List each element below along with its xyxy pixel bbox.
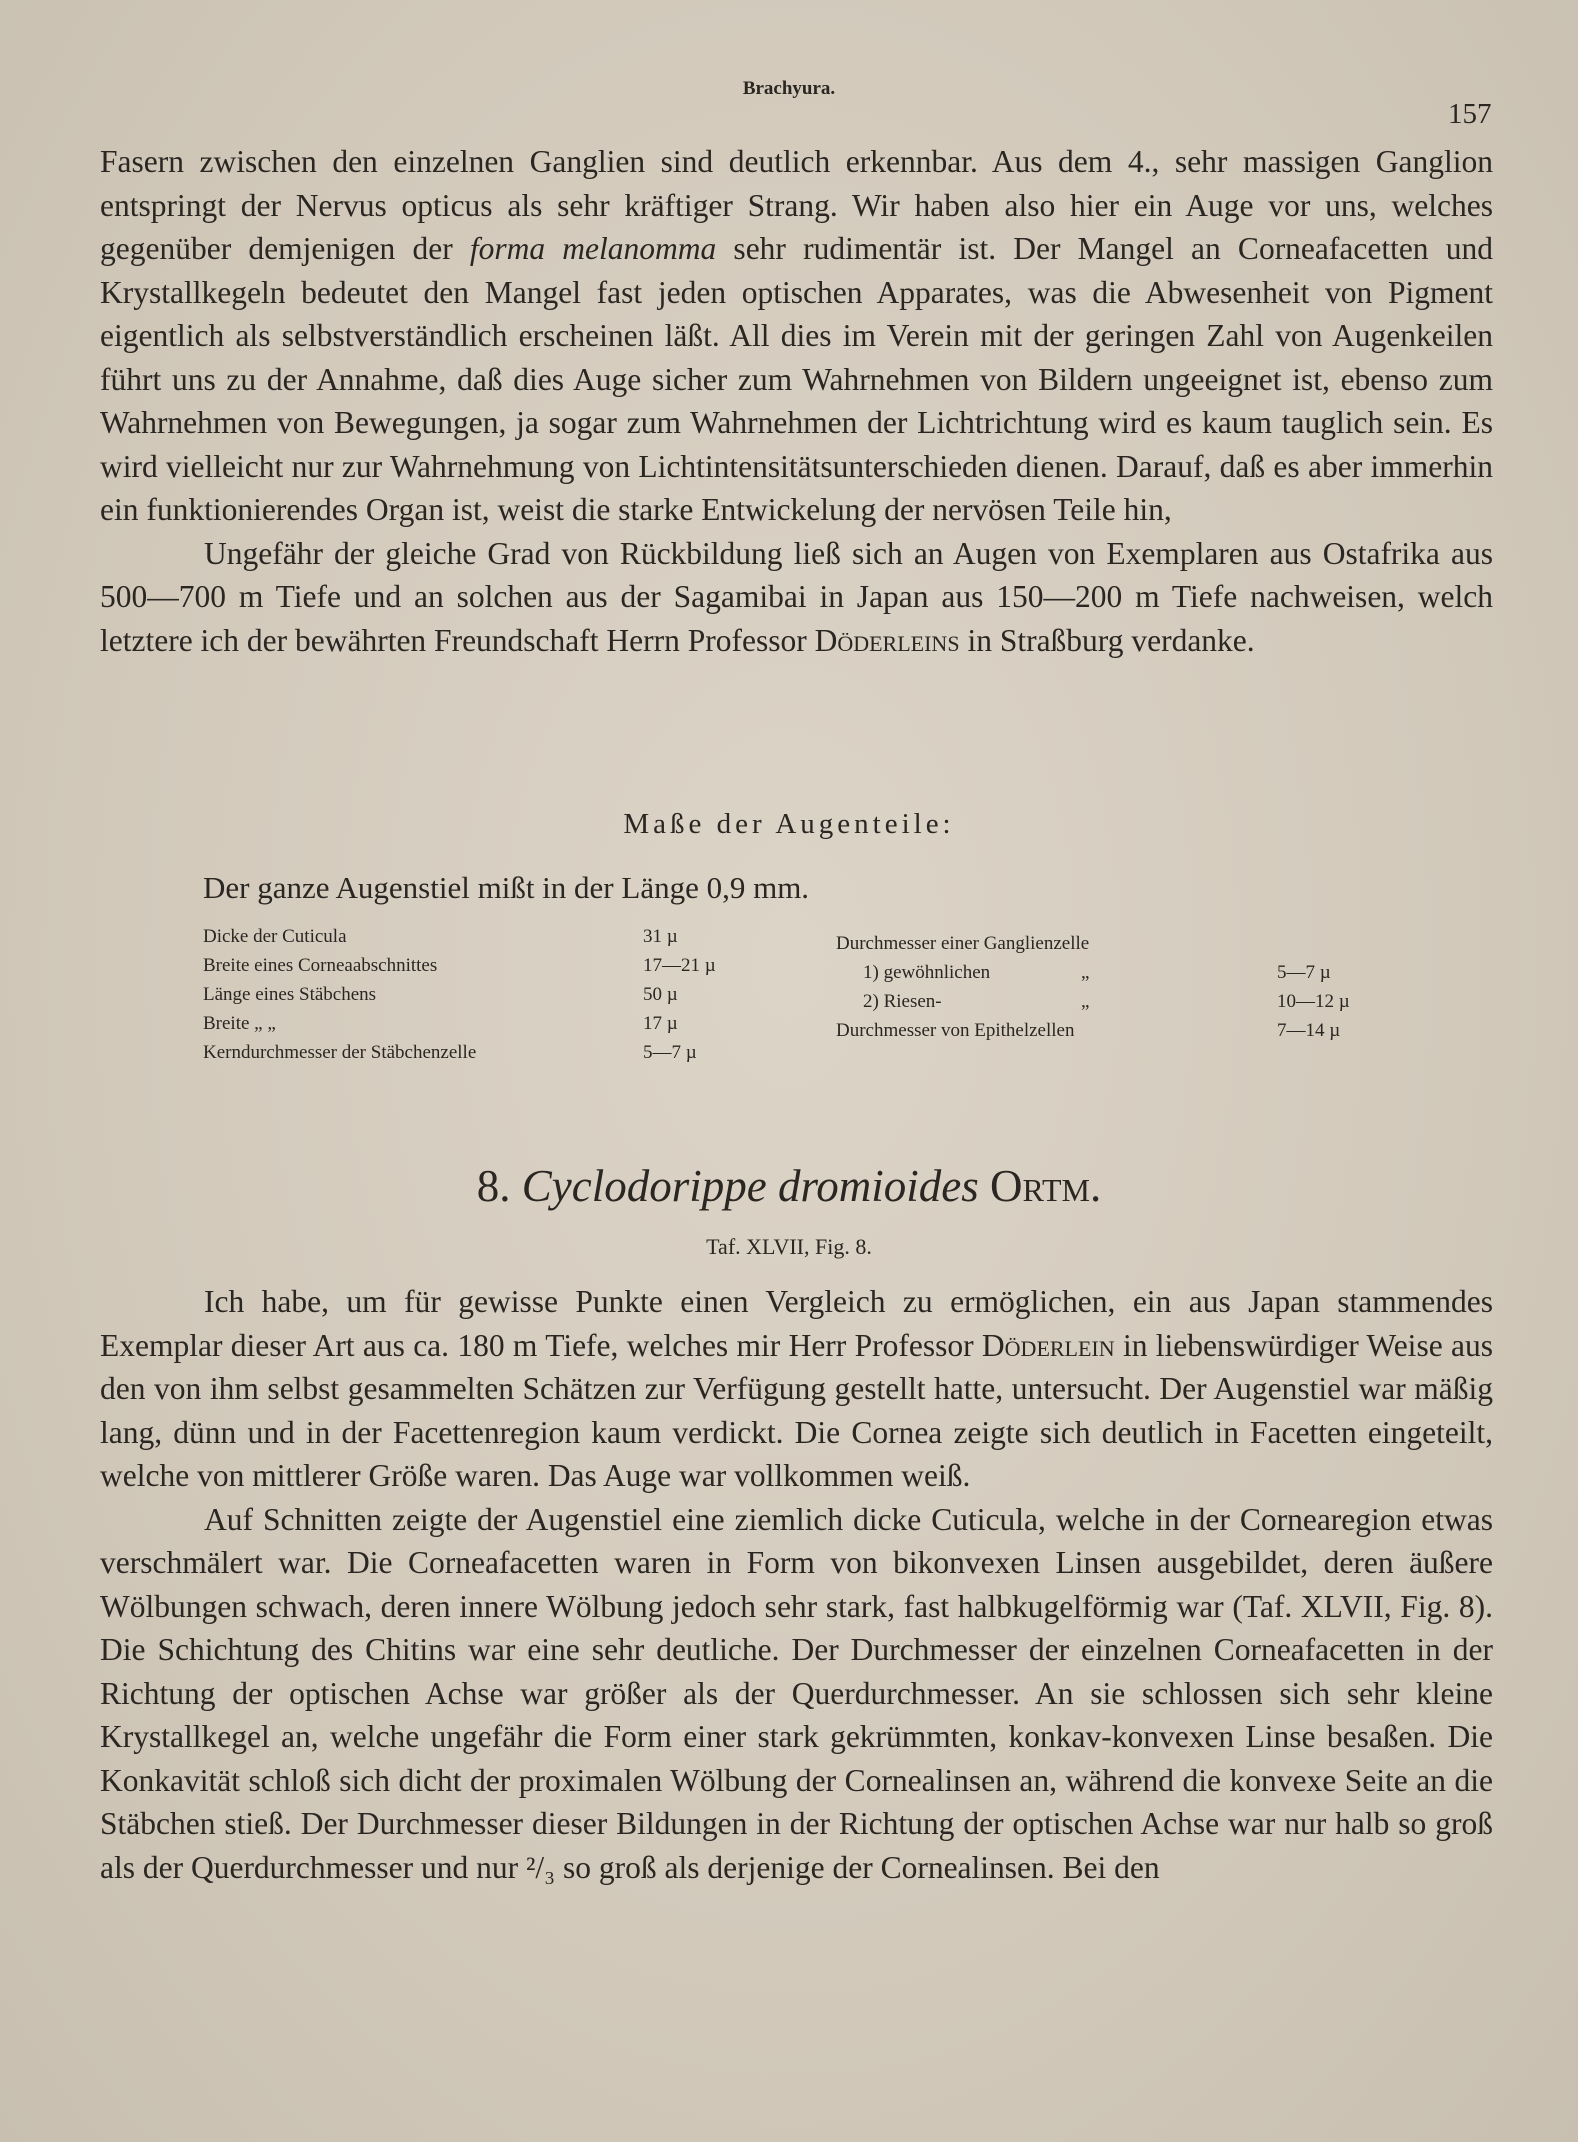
- paragraph: Fasern zwischen den einzelnen Ganglien sind deutlich erkennbar. Aus dem 4., sehr massigen Ganglion entspringt der Nervus opticus als sehr kräftiger Strang. Wir haben also hier ein Auge vor uns, welches gegenüber demjenigen der forma melanomma sehr rudimentär ist. Der Mangel an Corneafacetten und Krystallkegeln bedeutet den Mangel fast jeden optischen Apparates, was die Abwesenheit von Pigment eigentlich als selbstverständlich erscheinen läßt. All dies im Verein mit der geringen Zahl von Augenkeilen führt uns zu der Annahme, daß dies Auge sicher zum Wahrnehmen von Bildern ungeeignet ist, ebenso zum Wahrnehmen von Bewegungen, ja sogar zum Wahrnehmen der Lichtrichtung wird es kaum tauglich sein. Es wird vielleicht nur zur Wahrnehmung von Lichtintensitätsunterschieden dienen. Darauf, daß es aber immerhin ein funktionierendes Organ ist, weist die starke Entwickelung der nervösen Teile hin,: [100, 144, 1493, 527]
- table-row: Breite „ „ 17 µ: [203, 1013, 678, 1034]
- section-number: 8.: [476, 1161, 511, 1211]
- plate-reference: Taf. XLVII, Fig. 8.: [706, 1234, 872, 1259]
- measurements-table-right: [836, 929, 1396, 1045]
- paragraph: Ich habe, um für gewisse Punkte einen Vergleich zu ermöglichen, ein aus Japan stammendes Exemplar dieser Art aus ca. 180 m Tiefe, welches mir Herr Professor Döderlein in liebenswürdiger Weise aus den von ihm selbst gesammelten Schätzen zur Verfügung gestellt hatte, untersucht. Der Augenstiel war mäßig lang, dünn und in der Facettenregion kaum verdickt. Die Cornea zeigte sich deutlich in Facetten eingeteilt, welche von mittlerer Größe waren. Das Auge war vollkommen weiß.: [100, 1284, 1493, 1493]
- text-block-eye-description: [100, 140, 1493, 662]
- table-row: Durchmesser von Epithelzellen 7—14 µ: [836, 1020, 1341, 1041]
- species-author: Ortm.: [990, 1161, 1102, 1211]
- running-head: Brachyura.: [742, 78, 836, 99]
- paragraph: Auf Schnitten zeigte der Augenstiel eine ziemlich dicke Cuticula, welche in der Cornearegion etwas verschmälert war. Die Corneafacetten waren in Form von bikonvexen Linsen ausgebildet, deren äußere Wölbungen schwach, deren innere Wölbung jedoch sehr stark, fast halbkugelförmig war (Taf. XLVII, Fig. 8). Die Schichtung des Chitins war eine sehr deutliche. Der Durchmesser der einzelnen Corneafacetten in der Richtung der optischen Achse war größer als der Querdurchmesser. An sie schlossen sich sehr kleine Krystallkegel an, welche ungefähr die Form einer stark gekrümmten, konkav-konvexen Linse besaßen. Die Konkavität schloß sich dicht der proximalen Wölbung der Cornealinsen an, während die konvexe Seite an die Stäbchen stieß. Der Durchmesser dieser Bildungen in der Richtung der optischen Achse war nur halb so groß als der Querdurchmesser und nur ²/₃ so groß als derjenige der Cornealinsen. Bei den: [100, 1501, 1493, 1885]
- table-row: Breite eines Corneaabschnittes 17—21 µ: [203, 955, 716, 976]
- measurements-table-left: [203, 922, 783, 1067]
- paragraph: Ungefähr der gleiche Grad von Rückbildung ließ sich an Augen von Exemplaren aus Ostafrika aus 500—700 m Tiefe und an solchen aus der Sagamibai in Japan aus 150—200 m Tiefe nachweisen, welch letztere ich der bewährten Freundschaft Herrn Professor Döderleins in Straßburg verdanke.: [100, 535, 1493, 658]
- section-heading: [0, 1160, 1578, 1212]
- table-row: Länge eines Stäbchens 50 µ: [203, 984, 678, 1005]
- table-row: Dicke der Cuticula 31 µ: [203, 926, 678, 947]
- table-row: 2) Riesen- „ 10—12 µ: [863, 991, 1350, 1012]
- table-row: Kerndurchmesser der Stäbchenzelle 5—7 µ: [203, 1042, 697, 1063]
- author-name: Döderleins: [814, 622, 960, 658]
- author-name: Döderlein: [981, 1327, 1115, 1363]
- page-number: 157: [1448, 98, 1492, 130]
- species-name: Cyclodorippe dromioides: [521, 1161, 979, 1211]
- measurements-title: Maße der Augenteile:: [623, 808, 955, 840]
- table-row: 1) gewöhnlichen „ 5—7 µ: [863, 962, 1331, 983]
- italic-term: forma melanomma: [469, 231, 717, 266]
- text-block-cyclodorippe: [100, 1280, 1493, 1889]
- table-row: Durchmesser einer Ganglienzelle: [836, 933, 1090, 954]
- measurements-subtitle: Der ganze Augenstiel mißt in der Länge 0,9 mm.: [203, 870, 810, 905]
